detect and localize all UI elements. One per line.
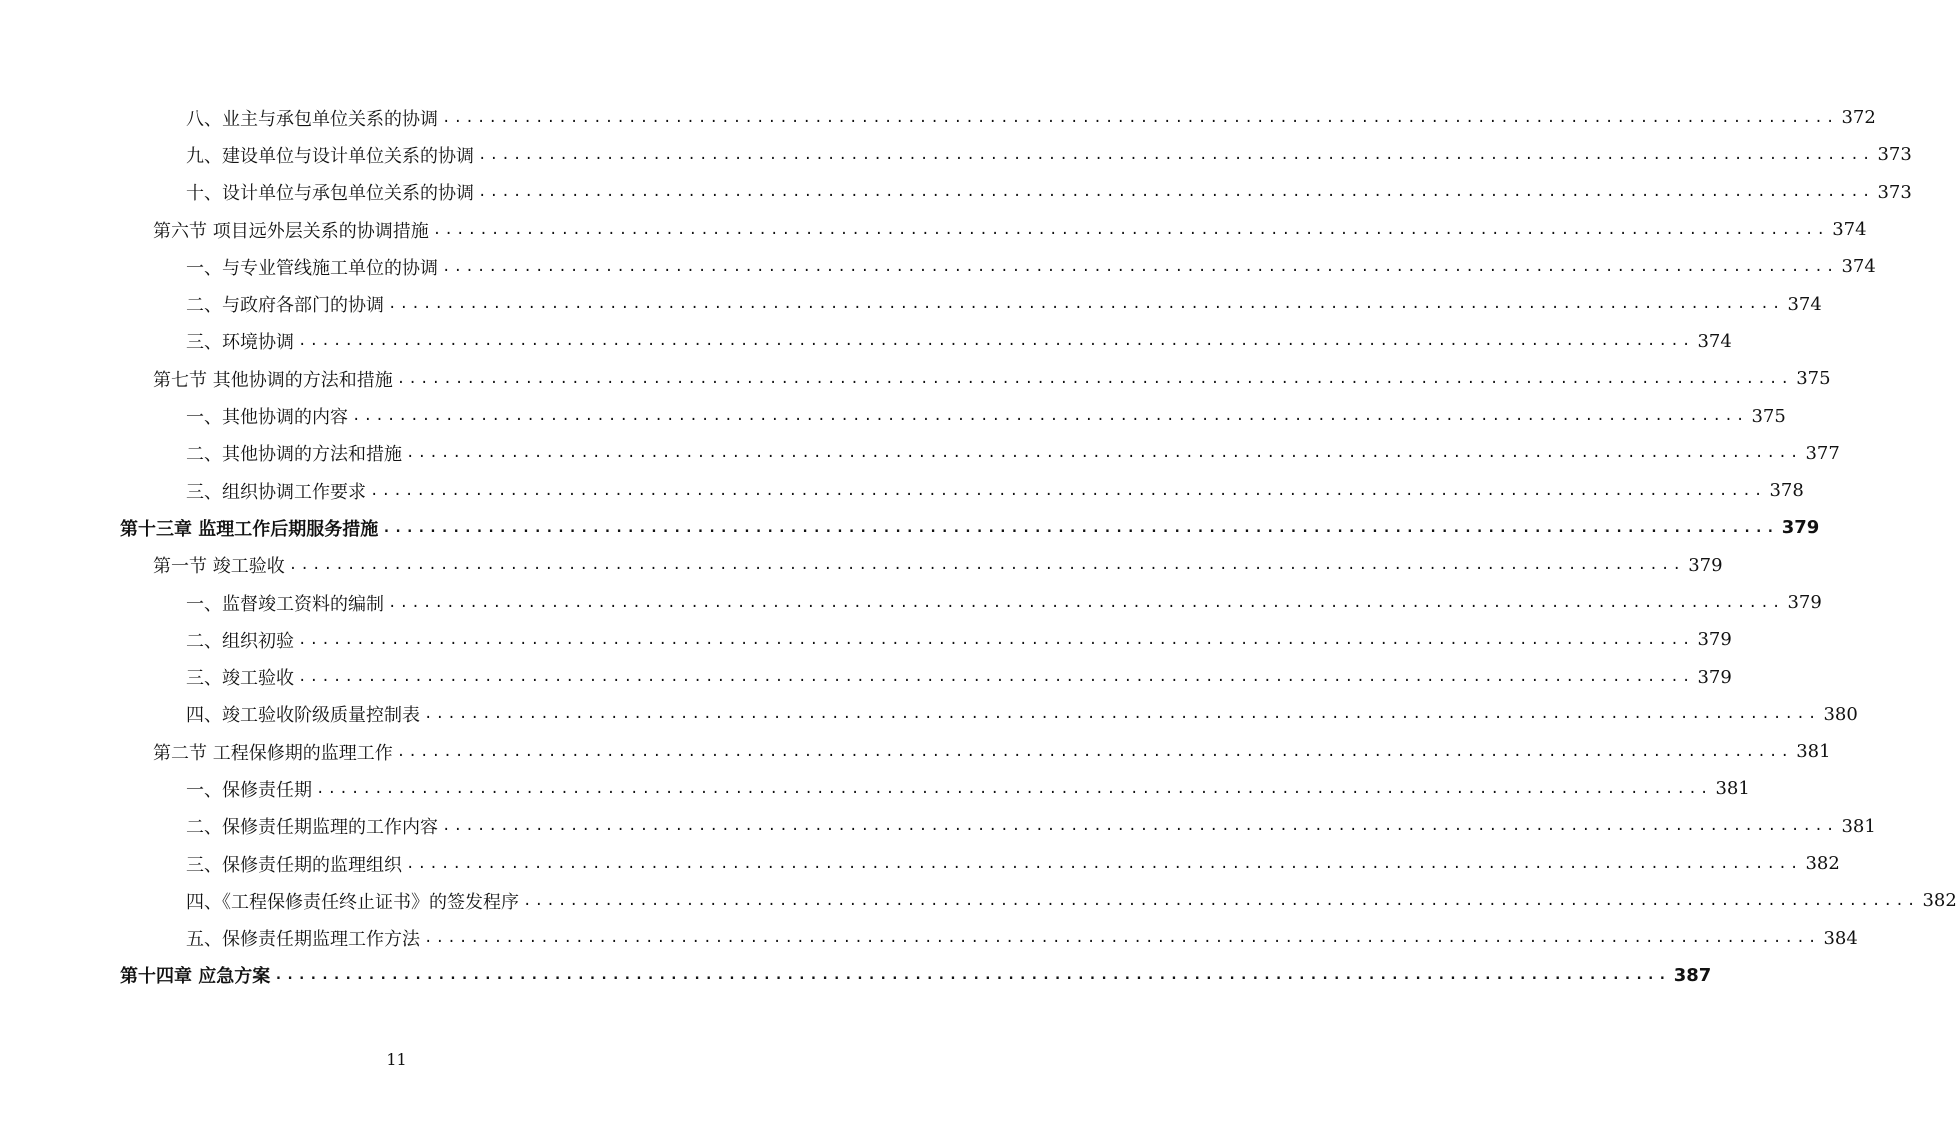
- toc-leader-dots: ........................................................................................................................: [316, 780, 1712, 797]
- toc-entry-page: 381: [1796, 741, 1831, 763]
- toc-entry-label: 二、保修责任期监理的工作内容: [186, 817, 438, 839]
- toc-entry-label: 三、环境协调: [186, 332, 294, 354]
- toc-leader-dots: ........................................................................................................................: [382, 519, 1778, 536]
- toc-entry-label: 一、与专业管线施工单位的协调: [186, 257, 438, 279]
- toc-leader-dots: ........................................................................................................................: [352, 408, 1748, 425]
- toc-chapter-entry[interactable]: [0, 509, 1820, 546]
- toc-entry-label: 二、组织初验: [186, 630, 294, 652]
- toc-leader-dots: ........................................................................................................................: [298, 669, 1694, 686]
- toc-entry-label: 三、竣工验收: [186, 668, 294, 690]
- toc-leader-dots: ........................................................................................................................: [442, 818, 1838, 835]
- toc-entry-page: 384: [1823, 927, 1858, 949]
- toc-entry-label: 九、建设单位与设计单位关系的协调: [186, 145, 474, 167]
- toc-entry-page: 374: [1787, 293, 1822, 315]
- toc-leader-dots: ........................................................................................................................: [396, 743, 1793, 760]
- toc-entry-label: 第二节 工程保修期的监理工作: [153, 742, 393, 764]
- toc-entry-page: 382: [1922, 890, 1957, 912]
- toc-entry-label: 第十三章 监理工作后期服务措施: [120, 518, 379, 540]
- table-of-contents: [0, 99, 1957, 994]
- toc-entry-page: 378: [1769, 480, 1804, 502]
- toc-item-entry[interactable]: [0, 584, 1822, 621]
- toc-entry-page: 377: [1805, 442, 1840, 464]
- toc-section-entry[interactable]: [0, 360, 1831, 397]
- toc-entry-label: 第十四章 应急方案: [120, 966, 271, 988]
- toc-entry-label: 二、其他协调的方法和措施: [186, 444, 402, 466]
- toc-entry-page: 374: [1841, 256, 1876, 278]
- toc-leader-dots: ........................................................................................................................: [388, 296, 1784, 313]
- toc-leader-dots: ........................................................................................................................: [478, 146, 1874, 163]
- toc-item-entry[interactable]: [0, 99, 1876, 136]
- toc-item-entry[interactable]: [0, 770, 1750, 807]
- toc-leader-dots: ........................................................................................................................: [442, 109, 1838, 126]
- toc-item-entry[interactable]: [0, 435, 1840, 472]
- toc-entry-label: 八、业主与承包单位关系的协调: [186, 108, 438, 130]
- toc-entry-label: 四、《工程保修责任终止证书》的签发程序: [186, 891, 519, 913]
- toc-section-entry[interactable]: [0, 211, 1867, 248]
- toc-leader-dots: ........................................................................................................................: [388, 594, 1784, 611]
- toc-item-entry[interactable]: [0, 248, 1876, 285]
- toc-leader-dots: ........................................................................................................................: [432, 221, 1829, 238]
- toc-entry-label: 十、设计单位与承包单位关系的协调: [186, 183, 474, 205]
- toc-leader-dots: ........................................................................................................................: [274, 967, 1670, 984]
- toc-leader-dots: ........................................................................................................................: [478, 184, 1874, 201]
- toc-entry-label: 五、保修责任期监理工作方法: [186, 929, 420, 951]
- toc-entry-label: 第一节 竣工验收: [153, 556, 285, 578]
- toc-entry-page: 373: [1877, 181, 1912, 203]
- toc-item-entry[interactable]: [0, 696, 1858, 733]
- toc-leader-dots: ........................................................................................................................: [298, 631, 1694, 648]
- toc-entry-page: 387: [1673, 964, 1712, 986]
- toc-leader-dots: ........................................................................................................................: [396, 370, 1793, 387]
- toc-leader-dots: ........................................................................................................................: [523, 892, 1919, 909]
- toc-entry-page: 372: [1841, 107, 1876, 129]
- toc-entry-label: 二、与政府各部门的协调: [186, 295, 384, 317]
- toc-item-entry[interactable]: [0, 621, 1732, 658]
- toc-leader-dots: ........................................................................................................................: [424, 930, 1820, 947]
- toc-item-entry[interactable]: [0, 285, 1822, 322]
- toc-entry-page: 375: [1751, 405, 1786, 427]
- toc-item-entry[interactable]: [0, 882, 1957, 919]
- toc-entry-page: 379: [1697, 629, 1732, 651]
- toc-entry-page: 379: [1697, 666, 1732, 688]
- toc-entry-label: 一、其他协调的内容: [186, 407, 348, 429]
- toc-entry-label: 四、竣工验收阶级质量控制表: [186, 705, 420, 727]
- toc-entry-page: 374: [1697, 330, 1732, 352]
- toc-entry-page: 375: [1796, 368, 1831, 390]
- toc-entry-page: 379: [1787, 592, 1822, 613]
- toc-item-entry[interactable]: [0, 174, 1912, 211]
- toc-item-entry[interactable]: [0, 808, 1876, 845]
- toc-entry-page: 381: [1715, 778, 1750, 800]
- toc-entry-label: 第六节 项目远外层关系的协调措施: [153, 220, 429, 242]
- toc-item-entry[interactable]: [0, 472, 1804, 509]
- toc-item-entry[interactable]: [0, 136, 1912, 173]
- toc-section-entry[interactable]: [0, 547, 1723, 584]
- toc-leader-dots: ........................................................................................................................: [298, 333, 1694, 350]
- toc-item-entry[interactable]: [0, 397, 1786, 434]
- toc-entry-label: 一、保修责任期: [186, 779, 312, 801]
- toc-entry-label: 三、组织协调工作要求: [186, 481, 366, 503]
- toc-item-entry[interactable]: [0, 658, 1732, 695]
- toc-entry-label: 一、监督竣工资料的编制: [186, 593, 384, 615]
- toc-leader-dots: ........................................................................................................................: [406, 445, 1802, 462]
- toc-entry-page: 382: [1805, 853, 1840, 875]
- toc-item-entry[interactable]: [0, 323, 1732, 360]
- toc-item-entry[interactable]: [0, 920, 1858, 957]
- toc-section-entry[interactable]: [0, 733, 1831, 770]
- toc-entry-page: 379: [1688, 554, 1723, 576]
- page-number: 11: [386, 1050, 407, 1069]
- toc-leader-dots: ........................................................................................................................: [442, 258, 1838, 275]
- toc-entry-page: 374: [1832, 219, 1867, 241]
- toc-entry-page: 373: [1877, 144, 1912, 166]
- toc-entry-page: 381: [1841, 815, 1876, 837]
- toc-entry-label: 三、保修责任期的监理组织: [186, 854, 402, 876]
- toc-leader-dots: ........................................................................................................................: [406, 855, 1802, 872]
- toc-chapter-entry[interactable]: [0, 957, 1712, 994]
- toc-leader-dots: ........................................................................................................................: [370, 482, 1766, 499]
- toc-entry-page: 379: [1781, 517, 1820, 539]
- toc-leader-dots: ........................................................................................................................: [424, 706, 1820, 723]
- toc-entry-label: 第七节 其他协调的方法和措施: [153, 369, 393, 391]
- toc-entry-page: 380: [1823, 703, 1858, 725]
- toc-leader-dots: ........................................................................................................................: [288, 557, 1685, 574]
- toc-item-entry[interactable]: [0, 845, 1840, 882]
